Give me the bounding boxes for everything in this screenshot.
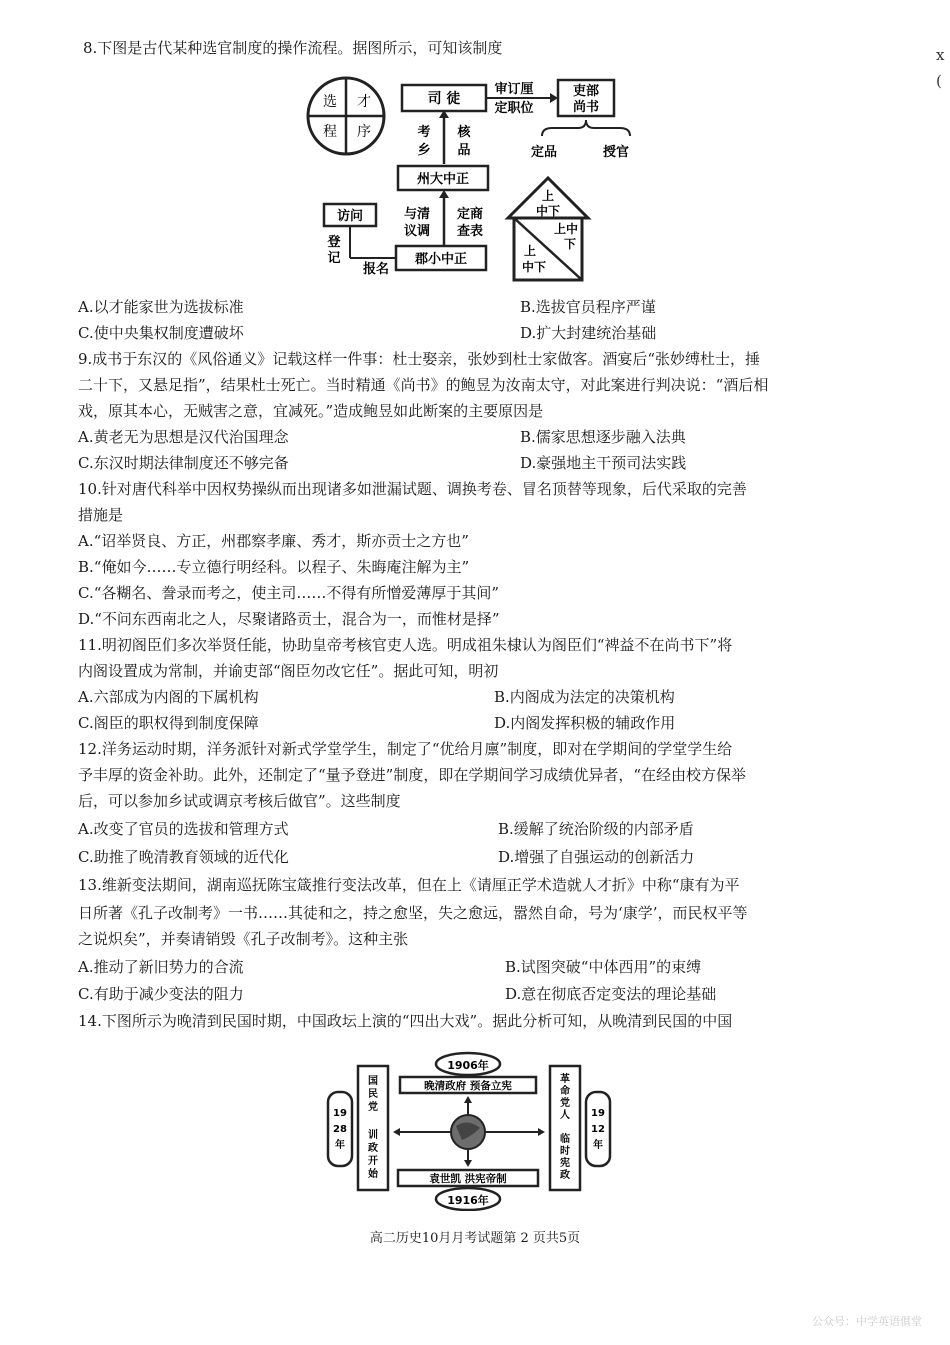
q8-stem: 8.下图是古代某种选官制度的操作流程。据图所示，可知该制度 (83, 39, 503, 57)
q12-option-b: B.缓解了统治阶级的内部矛盾 (498, 820, 694, 838)
svg-text:与清: 与清 (403, 207, 431, 222)
year-1916: 1916年 (447, 1194, 489, 1207)
fangwen-box: 访问 (336, 209, 364, 224)
q11-option-c: C.阁臣的职权得到制度保障 (78, 714, 259, 732)
q14-stem: 14.下图所示为晚清到民国时期，中国政坛上演的“四出大戏”。据此分析可知，从晚清到民国的中国 (78, 1012, 733, 1030)
svg-text:始: 始 (368, 1169, 378, 1180)
svg-text:下: 下 (563, 237, 577, 251)
q9-line: 戏，原其本心，无贼害之意，宜减死。”造成鲍昱如此断案的主要原因是 (78, 402, 544, 420)
q11-option-a: A.六部成为内阁的下属机构 (78, 688, 259, 706)
wheel-char: 选 (323, 94, 337, 110)
svg-text:年: 年 (335, 1140, 345, 1151)
q8-option-b: B.选拔官员程序严谨 (520, 298, 656, 316)
edge-mark: x (936, 46, 945, 64)
q13-option-a: A.推动了新旧势力的合流 (78, 958, 244, 976)
q14-diagram (322, 1046, 622, 1211)
top-box: 晚清政府 预备立宪 (424, 1080, 512, 1092)
svg-text:中下: 中下 (521, 260, 547, 274)
svg-text:定商: 定商 (456, 207, 484, 222)
svg-text:12: 12 (591, 1124, 605, 1135)
page-footer: 高二历史10月月考试题第 2 页共5页 (369, 1231, 581, 1246)
svg-text:民: 民 (368, 1089, 378, 1100)
svg-text:查表: 查表 (456, 224, 484, 239)
zhou-zhongzheng-box: 州大中正 (416, 172, 470, 187)
q10-option-a: A.“诏举贤良、方正，州郡察孝廉、秀才，斯亦贡士之方也” (78, 532, 469, 550)
svg-text:报名: 报名 (362, 262, 390, 277)
svg-text:命: 命 (560, 1086, 570, 1097)
q13-line: 之说炽矣”，并奏请销毁《孔子改制考》。这种主张 (78, 930, 409, 948)
svg-text:审订厘: 审订厘 (494, 82, 534, 97)
situ-box: 司 徒 (427, 91, 461, 107)
q11-option-b: B.内阁成为法定的决策机构 (494, 688, 675, 706)
q9-option-b: B.儒家思想逐步融入法典 (520, 428, 686, 446)
svg-text:尚书: 尚书 (572, 100, 600, 115)
q9-option-a: A.黄老无为思想是汉代治国理念 (78, 428, 289, 446)
svg-text:训: 训 (368, 1130, 378, 1141)
q11-option-d: D.内阁发挥积极的辅政作用 (494, 714, 676, 732)
q12-option-c: C.助推了晚清教育领域的近代化 (78, 848, 289, 866)
q10-option-d: D.“不问东西南北之人，尽聚诸路贡士，混合为一，而惟材是择” (78, 610, 500, 628)
jun-zhongzheng-box: 郡小中正 (414, 252, 468, 267)
svg-text:上: 上 (523, 244, 537, 258)
q13-line: 日所著《孔子改制考》一书……其徒和之，持之愈坚，失之愈远，嚣然自命，号为‘康学’，而民权平等 (78, 904, 748, 922)
q13-option-d: D.意在彻底否定变法的理论基础 (505, 985, 717, 1003)
q13-option-b: B.试图突破“中体西用”的束缚 (505, 958, 702, 976)
svg-text:19: 19 (591, 1108, 605, 1119)
edge-mark: ( (936, 72, 942, 90)
svg-text:上中: 上中 (553, 222, 579, 236)
q10-line: 10.针对唐代科举中因权势操纵而出现诸多如泄漏试题、调换考卷、冒名顶替等现象，后代采取的完善 (78, 480, 747, 498)
q8-diagram (300, 70, 650, 295)
q10-option-c: C.“各糊名、誊录而考之，使主司……不得有所憎爱薄厚于其间” (78, 584, 500, 602)
q12-line: 予丰厚的资金补助。此外，还制定了“量予登进”制度，即在学期间学习成绩优异者，“在经由校方保举 (78, 766, 747, 784)
svg-text:党: 党 (560, 1098, 570, 1109)
wheel-char: 才 (357, 94, 371, 110)
svg-text:登: 登 (327, 235, 341, 250)
q13-option-c: C.有助于减少变法的阻力 (78, 985, 244, 1003)
left-box (368, 1074, 379, 1180)
svg-text:国: 国 (368, 1076, 378, 1087)
selection-wheel (308, 78, 384, 154)
svg-text:中下: 中下 (535, 204, 561, 218)
nine-rank-house (508, 178, 588, 280)
svg-text:开: 开 (368, 1156, 378, 1167)
svg-text:考: 考 (417, 125, 431, 140)
q12-option-d: D.增强了自强运动的创新活力 (498, 848, 695, 866)
q13-line: 13.维新变法期间，湖南巡抚陈宝箴推行变法改革，但在上《请厘正学术造就人才折》中称“康有为平 (78, 876, 740, 894)
svg-text:临: 临 (560, 1134, 570, 1145)
q11-line: 内阁设置成为常制，并谕吏部“阁臣勿改它任”。据此可知，明初 (78, 662, 499, 680)
svg-text:授官: 授官 (602, 145, 630, 160)
q9-option-d: D.豪强地主干预司法实践 (520, 454, 687, 472)
svg-text:年: 年 (593, 1140, 603, 1151)
q12-option-a: A.改变了官员的选拔和管理方式 (78, 820, 289, 838)
svg-text:革: 革 (560, 1074, 570, 1085)
svg-text:议调: 议调 (403, 224, 431, 239)
svg-text:党: 党 (368, 1102, 378, 1113)
q9-option-c: C.东汉时期法律制度还不够完备 (78, 454, 289, 472)
q9-line: 9.成书于东汉的《风俗通义》记载这样一件事：杜士娶亲，张妙到杜士家做客。酒宴后“张妙缚杜士，捶 (78, 350, 760, 368)
svg-text:时: 时 (560, 1146, 570, 1157)
svg-text:核: 核 (457, 125, 471, 140)
q10-line: 措施是 (78, 506, 124, 524)
svg-text:28: 28 (333, 1124, 347, 1135)
year-1912 (591, 1108, 605, 1151)
watermark: 公众号：中学英语俱堂 (812, 1315, 922, 1328)
q10-option-b: B.“俺如今……专立德行明经科。以程子、朱晦庵注解为主” (78, 558, 470, 576)
q9-line: 二十下，又悬足指”，结果杜士死亡。当时精通《尚书》的鲍昱为汝南太守，对此案进行判决说：“酒后相 (78, 376, 769, 394)
svg-text:人: 人 (560, 1110, 570, 1121)
libu-box: 吏部 (572, 84, 600, 99)
q11-line: 11.明初阁臣们多次举贤任能，协助皇帝考核官吏人选。明成祖朱棣认为阁臣们“裨益不在尚书下”将 (78, 636, 733, 654)
bottom-box: 袁世凯 洪宪帝制 (429, 1173, 507, 1185)
svg-text:宪: 宪 (560, 1158, 570, 1169)
wheel-char: 程 (323, 124, 337, 140)
year-1906: 1906年 (447, 1059, 489, 1072)
year-1928 (333, 1108, 347, 1151)
q12-line: 12.洋务运动时期，洋务派针对新式学堂学生，制定了“优给月廪”制度，即对在学期间的学堂学生给 (78, 740, 733, 758)
svg-text:品: 品 (457, 143, 471, 158)
q8-option-d: D.扩大封建统治基础 (520, 324, 657, 342)
svg-text:乡: 乡 (417, 143, 431, 158)
svg-text:19: 19 (333, 1108, 347, 1119)
svg-text:定品: 定品 (530, 145, 558, 160)
wheel-char: 序 (357, 124, 371, 140)
q12-line: 后，可以参加乡试或调京考核后做官”。这些制度 (78, 792, 401, 810)
q8-option-c: C.使中央集权制度遭破坏 (78, 324, 244, 342)
svg-text:政: 政 (560, 1170, 570, 1181)
svg-text:上: 上 (541, 189, 555, 203)
svg-text:定职位: 定职位 (494, 101, 534, 116)
q8-option-a: A.以才能家世为选拔标准 (78, 298, 244, 316)
svg-text:记: 记 (327, 251, 341, 266)
svg-text:政: 政 (368, 1143, 378, 1154)
right-box (560, 1072, 570, 1181)
